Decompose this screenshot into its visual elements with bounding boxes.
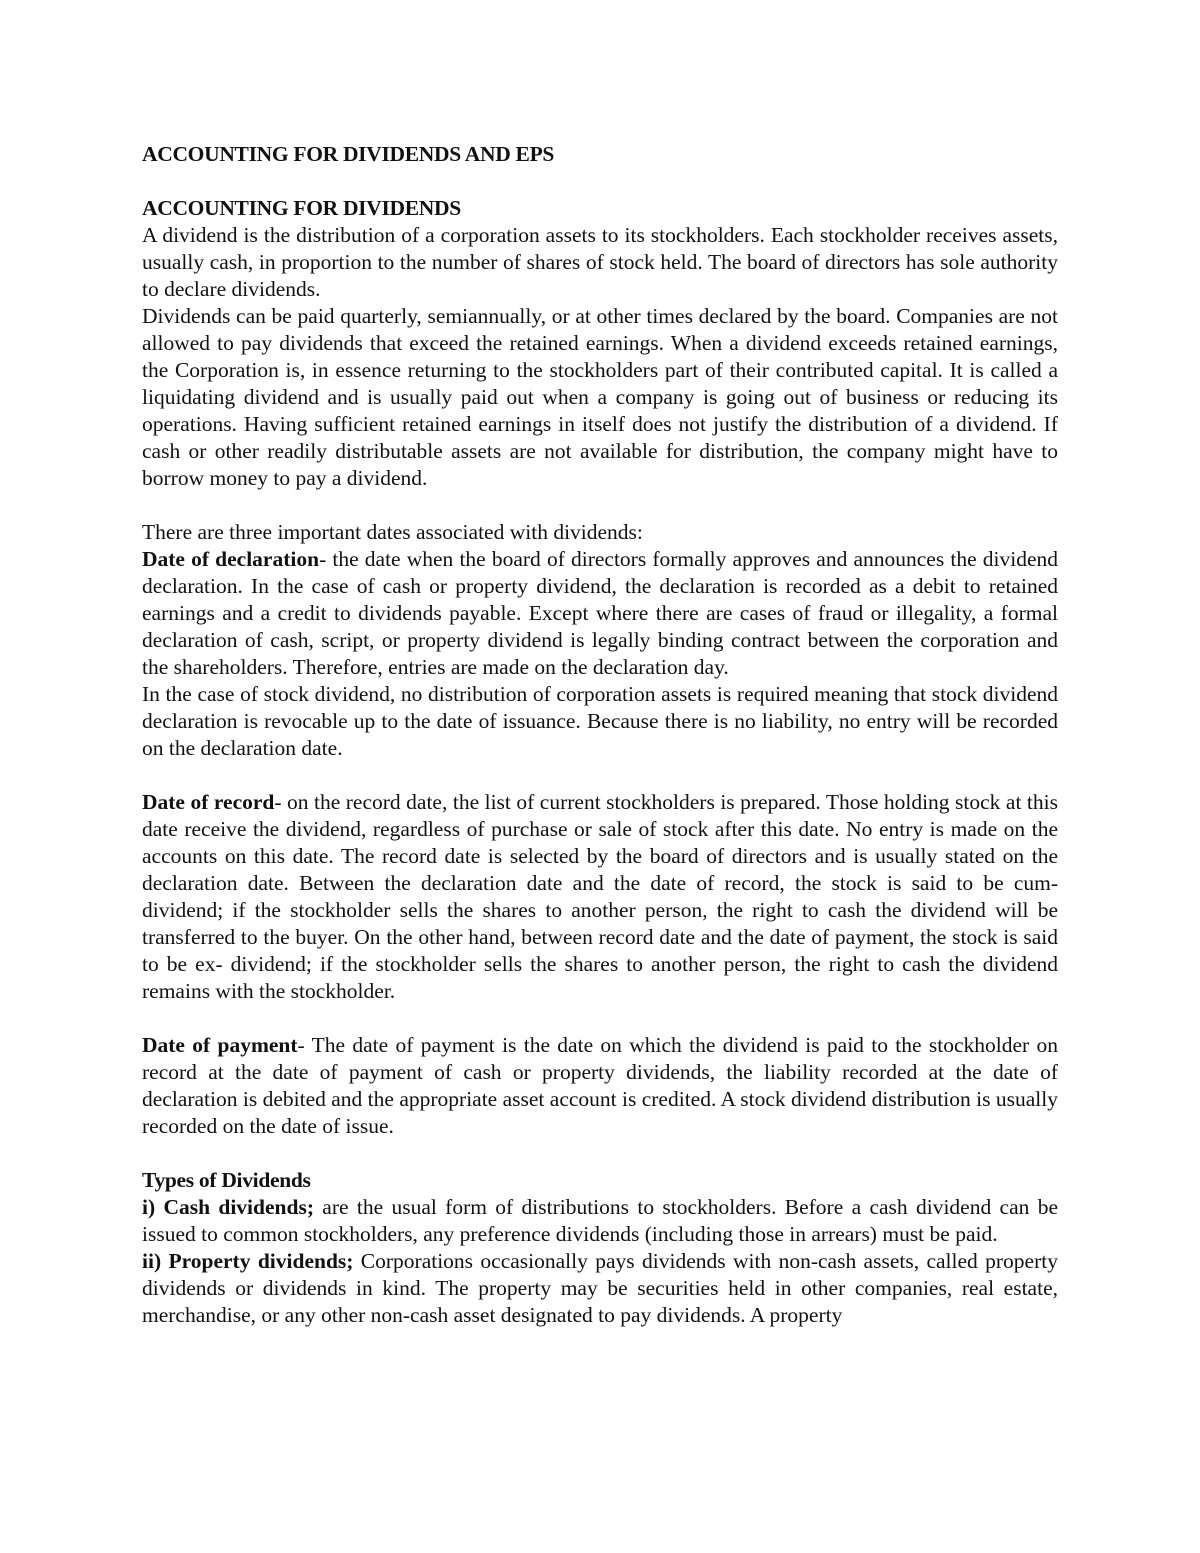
section-heading: ACCOUNTING FOR DIVIDENDS — [142, 196, 461, 220]
types-heading: Types of Dividends — [142, 1168, 311, 1192]
intro-paragraph: A dividend is the distribution of a corporation assets to its stockholders. Each stockholder receives assets, usually cash, in proportion to the number of shares of stock held. The board of directors has sole authority to declare dividends. — [142, 223, 1058, 301]
cash-dividends-paragraph — [142, 1194, 1058, 1248]
property-dividends-paragraph — [142, 1248, 1058, 1329]
spacer — [142, 168, 1058, 195]
payment-text: - The date of payment is the date on which the dividend is paid to the stockholder on record at the date of payment of cash or property dividends, the liability recorded at the date of declaration is debited and the appropriate asset account is credited. A stock dividend distribution is usually recorded on the date of issue. — [142, 1033, 1058, 1138]
record-paragraph — [142, 789, 1058, 1005]
document-page — [142, 141, 1058, 1329]
spacer — [142, 762, 1058, 789]
cash-dividends-term: i) Cash dividends; — [142, 1195, 314, 1219]
payment-paragraph — [142, 1032, 1058, 1140]
record-text: - on the record date, the list of current stockholders is prepared. Those holding stock at this date receive the dividend, regardless of purchase or sale of stock after this date. No entry is made on the accounts on this date. The record date is selected by the board of directors and is usually stated on the declaration date. Between the declaration date and the date of record, the stock is said to be cum- dividend; if the stockholder sells the shares to another person, the right to cash the dividend will be transferred to the buyer. On the other hand, between record date and the date of payment, the stock is said to be ex- dividend; if the stockholder sells the shares to another person, the right to cash the dividend remains with the stockholder. — [142, 790, 1058, 1003]
property-dividends-text: Corporations occasionally pays dividends with non-cash assets, called property dividends or dividends in kind. The property may be securities held in other companies, real estate, merchandise, or any other non-cash asset designated to pay dividends. A property — [142, 1249, 1058, 1327]
spacer — [142, 1005, 1058, 1032]
liquidating-paragraph: Dividends can be paid quarterly, semiannually, or at other times declared by the board. Companies are not allowed to pay dividends that exceed the retained earnings. When a dividend exceeds retained earnings, the Corporation is, in essence returning to the stockholders part of their contributed capital. It is called a liquidating dividend and is usually paid out when a company is going out of business or reducing its operations. Having sufficient retained earnings in itself does not justify the distribution of a dividend. If cash or other readily distributable assets are not available for distribution, the company might have to borrow money to pay a dividend. — [142, 304, 1058, 490]
cash-dividends-text: are the usual form of distributions to stockholders. Before a cash dividend can be issued to common stockholders, any preference dividends (including those in arrears) must be paid. — [142, 1195, 1058, 1246]
property-dividends-term: ii) Property dividends; — [142, 1249, 354, 1273]
spacer — [142, 1140, 1058, 1167]
payment-term: Date of payment — [142, 1033, 298, 1057]
declaration-paragraph — [142, 546, 1058, 681]
declaration-text: - the date when the board of directors formally approves and announces the dividend declaration. In the case of cash or property dividend, the declaration is recorded as a debit to retained earnings and a credit to dividends payable. Except where there are cases of fraud or illegality, a formal declaration of cash, script, or property dividend is legally binding contract between the corporation and the shareholders. Therefore, entries are made on the declaration day. — [142, 547, 1058, 679]
stock-dividend-paragraph: In the case of stock dividend, no distribution of corporation assets is required meaning that stock dividend declaration is revocable up to the date of issuance. Because there is no liability, no entry will be recorded on the declaration date. — [142, 682, 1058, 760]
spacer — [142, 492, 1058, 519]
record-term: Date of record — [142, 790, 275, 814]
document-title: ACCOUNTING FOR DIVIDENDS AND EPS — [142, 142, 555, 166]
declaration-term: Date of declaration — [142, 547, 320, 571]
dates-intro: There are three important dates associated with dividends: — [142, 520, 643, 544]
